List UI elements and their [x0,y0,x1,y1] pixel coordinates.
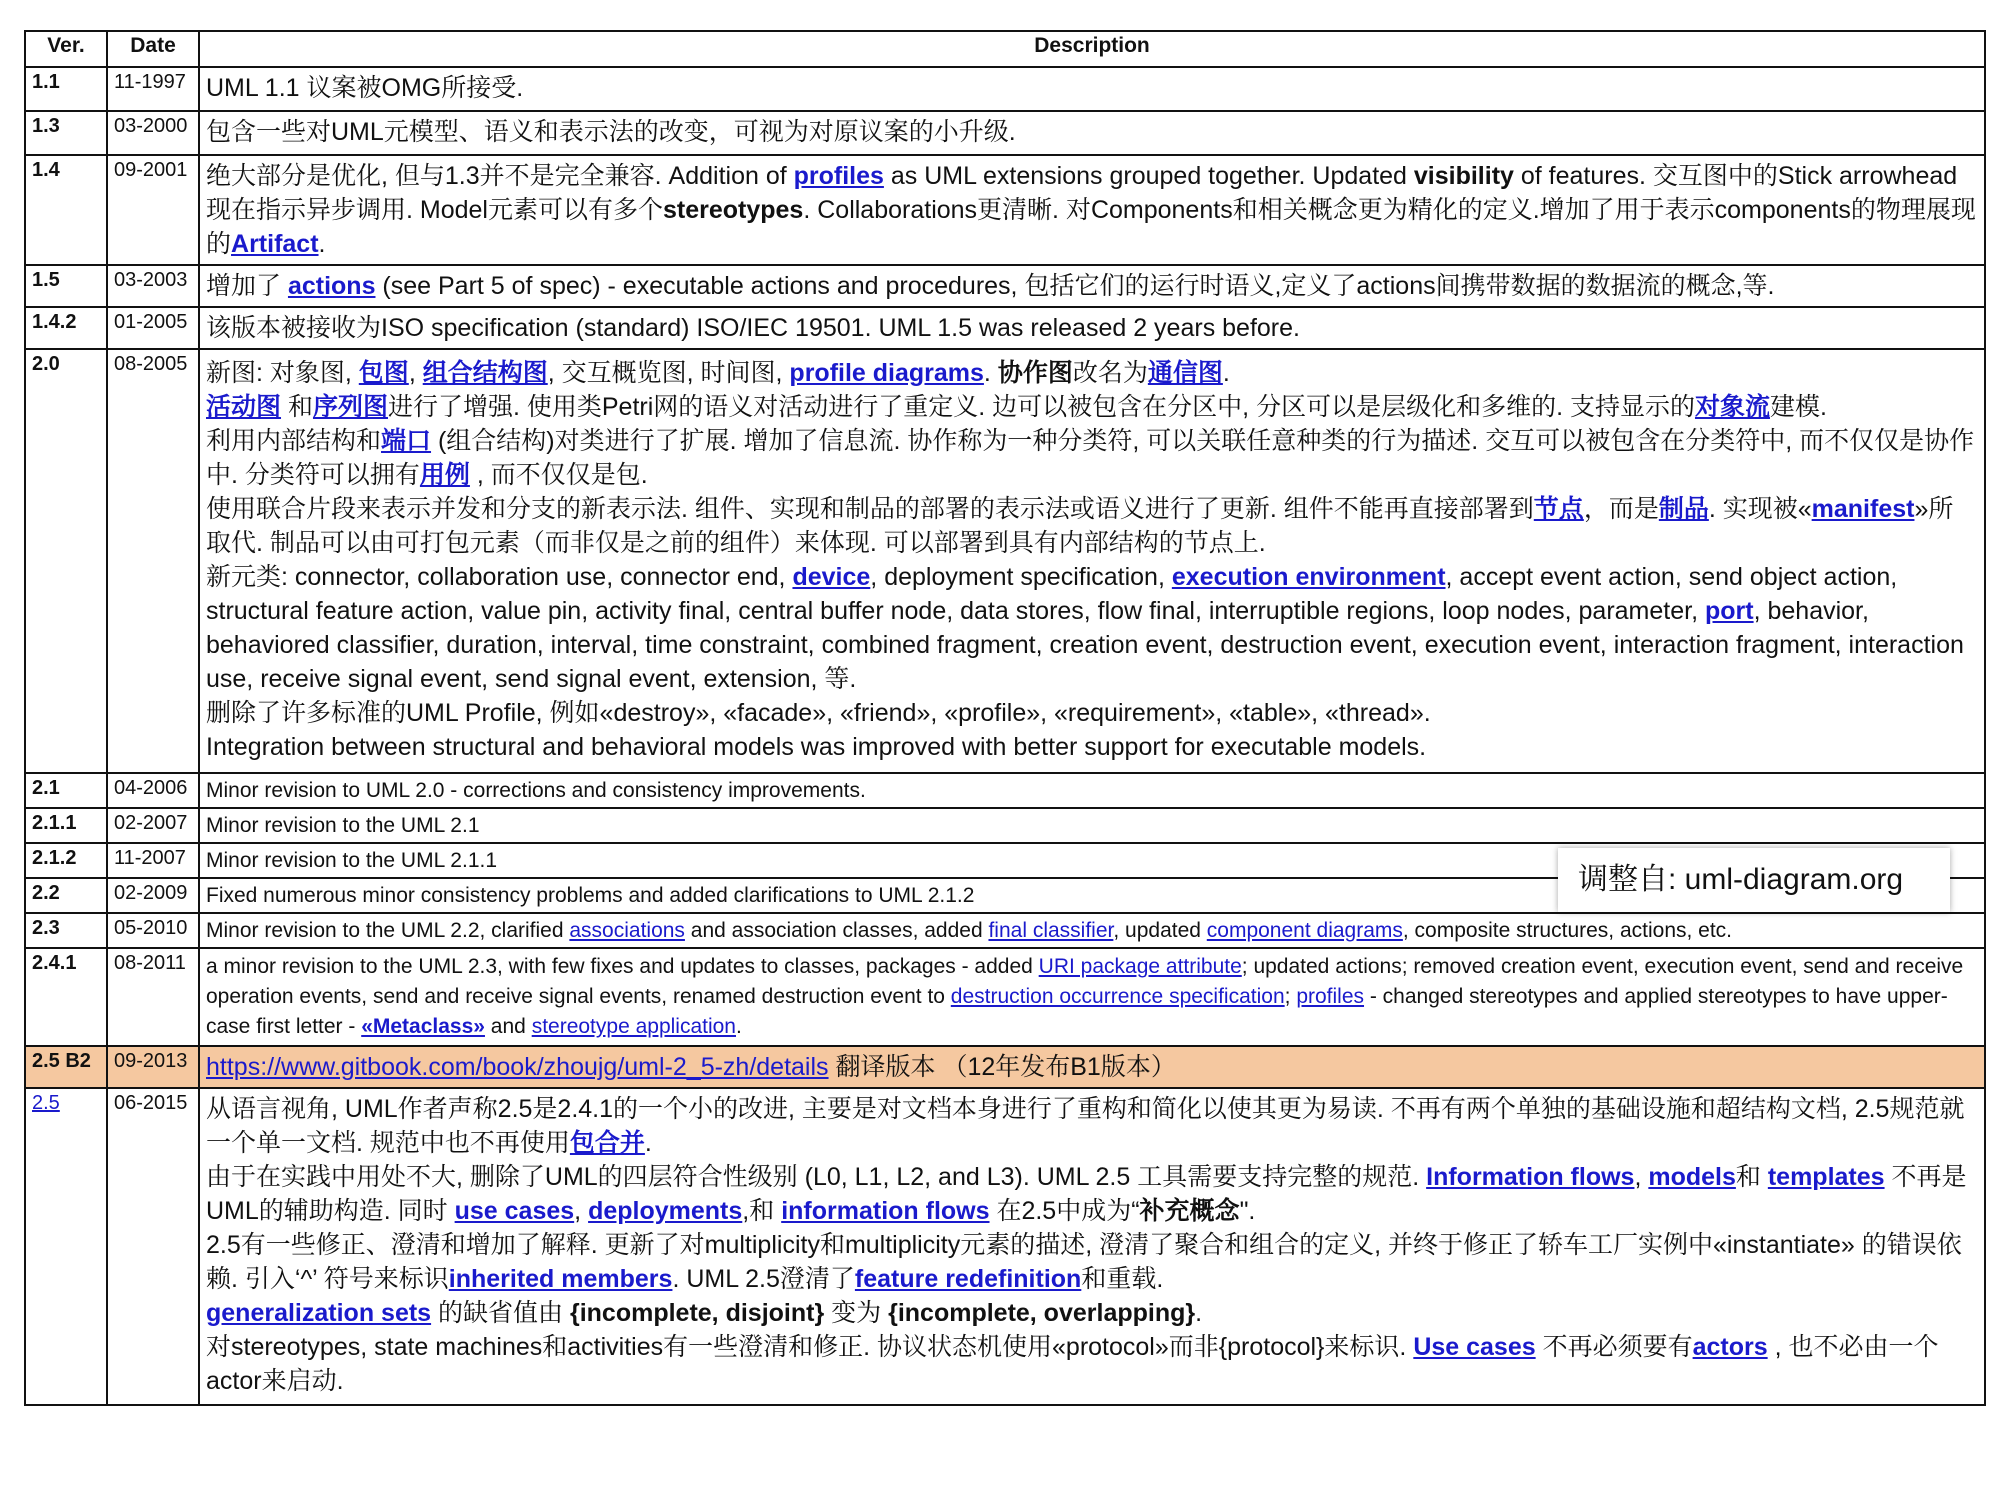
version-cell [25,1088,107,1405]
link-sequence-diagram[interactable]: 序列图 [312,393,388,421]
date-cell: 11-1997 [107,67,199,111]
desc-text: ，而是 [1583,495,1659,523]
version-cell: 1.4 [25,155,107,265]
table-row [25,773,1985,808]
desc-text: 不再是UML的辅助构造. 同时 [206,1163,1967,1225]
source-note: 调整自: uml-diagram.org [1558,848,1950,912]
description-cell [199,1088,1985,1405]
table-row [25,808,1985,843]
desc-text: ". [1239,1197,1256,1225]
paragraph [206,356,1978,390]
paragraph: 删除了许多标准的UML Profile, 例如«destroy», «facade», «friend», «profile», «requirement», «table», «thread». [206,699,1431,727]
bold-text: {incomplete, disjoint} [569,1299,825,1327]
desc-text: 利用内部结构和 [206,427,382,455]
desc-text: »所取代. 制品可以由可打包元素（而非仅是之前的组件）来体现. 可以部署到具有内部结构的节点上. [206,495,1954,557]
link-gitbook-translation[interactable]: https://www.gitbook.com/book/zhoujg/uml-2_5-zh/details [206,1053,829,1081]
link-node[interactable]: 节点 [1533,495,1584,523]
bold-visibility: visibility [1413,162,1514,190]
link-final-classifier[interactable]: final classifier [988,919,1114,942]
link-object-flow[interactable]: 对象流 [1694,393,1770,421]
desc-text: 绝大部分是优化, 但与1.3并不是完全兼容. Addition of [206,162,794,190]
link-actions[interactable]: actions [287,272,376,300]
table-row [25,913,1985,948]
version-cell: 1.4.2 [25,307,107,349]
desc-text: 在2.5中成为“ [989,1197,1140,1225]
desc-text: 从语言视角, UML作者声称2.5是2.4.1的一个小的改进, 主要是对文档本身进行了重构和简化以使其更为易读. 不再有两个单独的基础设施和超结构文档, 2.5规范就一个单一文档. 规范中也不再使用 [206,1095,1965,1157]
version-cell: 1.1 [25,67,107,111]
link-version-2-5[interactable]: 2.5 [32,1092,60,1114]
desc-text: . [1222,359,1230,387]
link-activity-diagram[interactable]: 活动图 [206,393,282,421]
paragraph [206,1092,1978,1160]
desc-text: 和重载. [1081,1265,1164,1293]
description-cell: Minor revision to UML 2.0 - corrections and consistency improvements. [199,773,1985,808]
header-date: Date [107,31,199,67]
link-device[interactable]: device [792,563,871,591]
desc-text: 由于在实践中用处不大, 删除了UML的四层符合性级别 (L0, L1, L2, and L3). UML 2.5 工具需要支持完整的规范. [206,1163,1427,1191]
desc-text: 增加了 [206,272,288,300]
description-cell [199,265,1985,307]
date-cell: 11-2007 [107,843,199,878]
description-cell [199,1046,1985,1088]
desc-text: 新元类: connector, collaboration use, connector end, [206,563,793,591]
desc-text: , updated [1113,919,1207,942]
desc-text: of features. 交互图中的Stick arrowhead 现在指示异步调用. Model元素可以有多个 [206,162,1958,224]
link-package-diagram[interactable]: 包图 [358,359,409,387]
description-cell: Fixed numerous minor consistency problems and added clarifications to UML 2.1.2 [199,878,1985,913]
description-cell [199,155,1985,265]
paragraph [206,560,1978,696]
description-cell: Minor revision to the UML 2.1.1 [199,843,1985,878]
table-row [25,111,1985,155]
link-port[interactable]: port [1704,597,1754,625]
paragraph [206,1160,1978,1228]
date-cell: 05-2010 [107,913,199,948]
description-cell [199,948,1985,1046]
date-cell: 09-2013 [107,1046,199,1088]
version-history-table [24,30,1986,1406]
bold-text: 补充概念 [1139,1197,1240,1225]
table-row [25,1088,1985,1405]
version-cell: 2.2 [25,878,107,913]
desc-text: 改名为 [1072,359,1148,387]
link-models[interactable]: models [1648,1163,1736,1191]
version-cell: 2.1.1 [25,808,107,843]
desc-text: 建模. [1769,393,1827,421]
version-cell: 2.3 [25,913,107,948]
link-templates[interactable]: templates [1767,1163,1885,1191]
desc-text: 进行了增强. 使用类Petri网的语义对活动进行了重定义. 边可以被包含在分区中, 分区可以是层级化和多维的. 支持显示的 [387,393,1695,421]
desc-text: , [574,1197,589,1225]
header-description: Description [199,31,1985,67]
link-communication-diagram[interactable]: 通信图 [1147,359,1223,387]
desc-text: . UML 2.5澄清了 [672,1265,855,1293]
desc-text: , 交互概览图, 时间图, [547,359,790,387]
table-row-highlighted [25,1046,1985,1088]
desc-text: . [318,230,326,258]
header-row [25,31,1985,67]
date-cell: 09-2001 [107,155,199,265]
bold-text: {incomplete, overlapping} [888,1299,1196,1327]
date-cell: 04-2006 [107,773,199,808]
desc-text: ; updated actions; removed creation event, execution event, send and receive operation events, send and receive signal events, renamed destruction event to [206,955,1964,1008]
paragraph [206,424,1978,492]
link-package-merge[interactable]: 包合并 [569,1129,645,1157]
link-component-diagrams[interactable]: component diagrams [1206,919,1403,942]
link-generalization-sets[interactable]: generalization sets [206,1299,432,1327]
date-cell: 03-2003 [107,265,199,307]
desc-text: , 而不仅仅是包. [469,461,648,489]
desc-text: 对stereotypes, state machines和activities有一些澄清和修正. 协议状态机使用«protocol»而非{protocol}来标识. [206,1333,1414,1361]
paragraph [206,492,1978,560]
desc-text: - changed stereotypes and applied stereotypes to have upper-case first letter - [206,985,1948,1038]
desc-text: , behavior, behaviored classifier, duration, interval, time constraint, combined fragment, creation event, destruction event, execution event, interaction fragment, interaction use, receive signal event, send signal event, extension, 等. [206,597,1964,693]
paragraph [206,1228,1978,1296]
date-cell: 03-2000 [107,111,199,155]
bold-text: 协作图 [997,359,1073,387]
desc-text: a minor revision to the UML 2.3, with few fixes and updates to classes, packages - added [206,955,1039,978]
link-use-cases[interactable]: use cases [454,1197,575,1225]
description-cell: UML 1.1 议案被OMG所接受. [199,67,1985,111]
desc-text: , deployment specification, [870,563,1172,591]
link-execution-environment[interactable]: execution environment [1171,563,1446,591]
desc-text: ; [1284,985,1297,1008]
table-row [25,155,1985,265]
desc-text: . [736,1015,742,1038]
link-artifact[interactable]: 制品 [1658,495,1709,523]
version-cell: 2.1.2 [25,843,107,878]
desc-text: 和 [1735,1163,1768,1191]
desc-text: 新图: 对象图, [206,359,359,387]
description-cell: Minor revision to the UML 2.1 [199,808,1985,843]
desc-text: . [1195,1299,1203,1327]
paragraph: Integration between structural and behavioral models was improved with better support for executable models. [206,733,1427,761]
desc-text: ,和 [742,1197,782,1225]
description-cell [199,349,1985,773]
table-row [25,349,1985,773]
desc-text: , accept event action, send object action, structural feature action, value pin, activity final, central buffer node, data stores, flow final, interruptible regions, loop nodes, parameter, [206,563,1898,625]
date-cell: 08-2005 [107,349,199,773]
version-cell: 1.5 [25,265,107,307]
link-feature-redefinition[interactable]: feature redefinition [854,1265,1082,1293]
desc-text: and association classes, added [684,919,989,942]
description-cell: 该版本被接收为ISO specification (standard) ISO/IEC 19501. UML 1.5 was released 2 years before. [199,307,1985,349]
version-cell: 2.5 B2 [25,1046,107,1088]
date-cell: 01-2005 [107,307,199,349]
link-composite-structure-diagram[interactable]: 组合结构图 [422,359,548,387]
link-manifest[interactable]: manifest [1811,495,1915,523]
date-cell: 06-2015 [107,1088,199,1405]
desc-text: 变为 [824,1299,889,1327]
description-cell: 包含一些对UML元模型、语义和表示法的改变，可视为对原议案的小升级. [199,111,1985,155]
link-profile-diagrams[interactable]: profile diagrams [789,359,984,387]
link-actors[interactable]: actors [1692,1333,1768,1361]
link-information-flows[interactable]: information flows [781,1197,990,1225]
desc-text: , 也不必由一个actor来启动. [206,1333,1939,1395]
desc-text: 2.5有一些修正、澄清和增加了解释. 更新了对multiplicity和multiplicity元素的描述, 澄清了聚合和组合的定义, 并终于修正了轿车工厂实例中«instantiate» 的错误依赖. 引入‘^’ 符号来标识 [206,1231,1962,1293]
desc-text: 翻译版本 （12年发布B1版本） [828,1053,1176,1081]
version-cell: 2.0 [25,349,107,773]
desc-text: (see Part 5 of spec) - executable actions and procedures, 包括它们的运行时语义,定义了actions间携带数据的数据流的概念,等. [375,272,1775,300]
link-profiles[interactable]: profiles [793,162,884,190]
table-row [25,67,1985,111]
link-deployments[interactable]: deployments [588,1197,743,1225]
desc-text: Minor revision to the UML 2.2, clarified [206,919,570,942]
version-cell: 1.3 [25,111,107,155]
desc-text: , composite structures, actions, etc. [1402,919,1733,942]
link-port[interactable]: 端口 [381,427,432,455]
link-metaclass[interactable]: «Metaclass» [361,1015,485,1038]
link-associations[interactable]: associations [569,919,685,942]
table-row [25,307,1985,349]
desc-text: . [983,359,998,387]
paragraph [206,1296,1978,1330]
version-cell: 2.4.1 [25,948,107,1046]
description-cell [199,913,1985,948]
desc-text: 和 [281,393,313,421]
link-uri-package-attribute[interactable]: URI package attribute [1038,955,1242,978]
table-row [25,948,1985,1046]
paragraph [206,390,1978,424]
date-cell: 08-2011 [107,948,199,1046]
link-information-flows[interactable]: Information flows [1426,1163,1635,1191]
link-artifact[interactable]: Artifact [231,230,319,258]
link-destruction-occurrence-specification[interactable]: destruction occurrence specification [950,985,1285,1008]
date-cell: 02-2009 [107,878,199,913]
link-use-case[interactable]: 用例 [419,461,470,489]
desc-text: . [644,1129,652,1157]
desc-text: 使用联合片段来表示并发和分支的新表示法. 组件、实现和制品的部署的表示法或语义进行了更新. 组件不能再直接部署到 [206,495,1534,523]
desc-text: . Collaborations更清晰. 对Components和相关概念更为精化的定义.增加了用于表示components的物理展现的 [206,196,1976,258]
bold-stereotypes: stereotypes [662,196,804,224]
version-cell: 2.1 [25,773,107,808]
desc-text: , [1634,1163,1649,1191]
desc-text: as UML extensions grouped together. Updated [883,162,1414,190]
paragraph [206,1330,1978,1398]
link-inherited-members[interactable]: inherited members [448,1265,673,1293]
desc-text: (组合结构)对类进行了扩展. 增加了信息流. 协作称为一种分类符, 可以关联任意种类的行为描述. 交互可以被包含在分类符中, 而不仅仅是协作中. 分类符可以拥有 [206,427,1975,489]
link-use-cases[interactable]: Use cases [1413,1333,1536,1361]
table-row [25,265,1985,307]
desc-text: and [484,1015,532,1038]
date-cell: 02-2007 [107,808,199,843]
desc-text: . 实现被« [1708,495,1812,523]
desc-text: , [408,359,423,387]
desc-text: 的缺省值由 [431,1299,570,1327]
desc-text: 不再必须要有 [1535,1333,1693,1361]
link-stereotype-application[interactable]: stereotype application [531,1015,736,1038]
header-ver: Ver. [25,31,107,67]
link-profiles[interactable]: profiles [1296,985,1365,1008]
